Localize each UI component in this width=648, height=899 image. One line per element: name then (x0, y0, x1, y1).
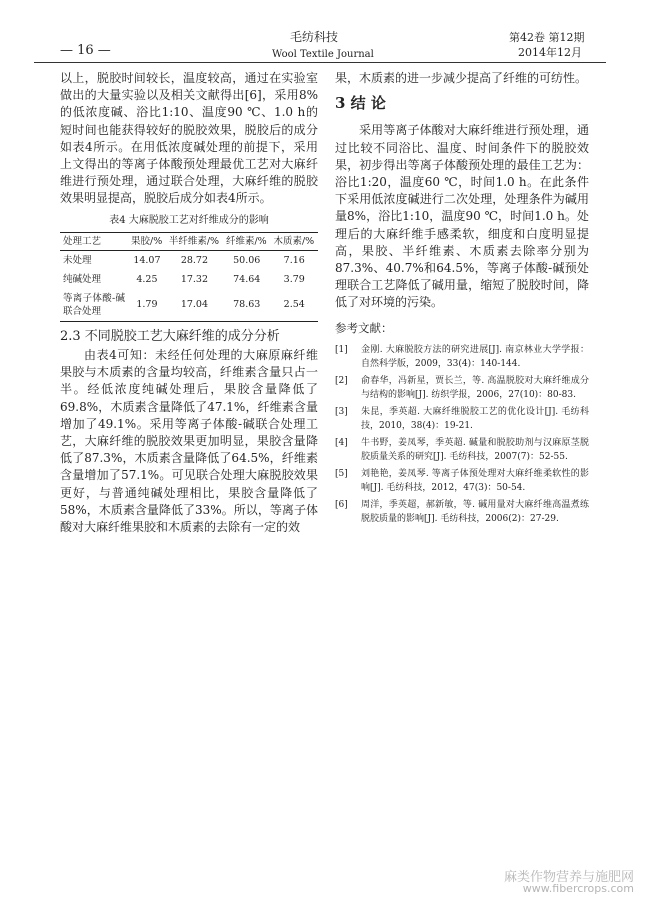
header-rule (34, 62, 606, 63)
reference-item (335, 436, 589, 465)
reference-number: [5] (335, 468, 348, 479)
table-cell: 7.16 (283, 254, 305, 266)
journal-title-cn: 毛纺科技 (290, 30, 339, 44)
section-heading: 3 结 论 (335, 94, 386, 113)
paragraph: 以上，脱胶时间较长，温度较高，通过在实验室做出的大量实验以及相关文献得出[6]，采用8%的低浓度碱、浴比1:10、温度90 ℃、1.0 h的短时间也能获得较好的脱胶效果，脱胶后的成分如表4所示。在用低浓度碱处理的前提下，采用上文得出的等离子体酸预处理最优工艺对大麻纤维进行预处理，通过联合处理，大麻纤维的脱胶效果明显提高，脱胶后成分如表4所示。 (60, 71, 318, 206)
paragraph: 果，木质素的进一步减少提高了纤维的可纺性。 (335, 71, 588, 85)
table-cell: 纯碱处理 (63, 273, 102, 285)
issue-date: 2014年12月 (518, 46, 582, 59)
table-4 (60, 232, 318, 322)
reference-text: 金刚. 大麻脱胶方法的研究进展[J]. 南京林业大学学报：自然科学版，2009，33(4)：140-144. (361, 344, 589, 370)
journal-title-en: Wool Textile Journal (272, 49, 374, 60)
reference-item (335, 405, 589, 434)
reference-text: 朱昆，季英超. 大麻纤维脱胶工艺的优化设计[J]. 毛纺科技，2010，38(4)：19-21. (361, 406, 589, 432)
watermark-cn: 麻类作物营养与施肥网 (503, 870, 634, 885)
table-cell: 50.06 (233, 254, 261, 266)
left-column (60, 70, 318, 536)
table-cell: 17.32 (180, 273, 209, 285)
paragraph: 采用等离子体酸对大麻纤维进行预处理，通过比较不同浴比、温度、时间条件下的脱胶效果，初步得出等离子体酸预处理的最佳工艺为：浴比1:20，温度60 ℃，时间1.0 h。在此条件下采用低浓度碱进行二次处理，处理条件为碱用量8%，浴比1:10，温度90 ℃，时间1.0 h。处理后的大麻纤维手感柔软，细度和白度明显提高，果胶、半纤维素、木质素去除率分别为87.3%、40.7%和64.5%，等离子体酸-碱预处理联合工艺降低了碱用量，缩短了脱胶时间，降低了对环境的污染。 (335, 123, 589, 310)
table-cell: 4.25 (136, 273, 158, 285)
reference-number: [2] (335, 375, 348, 386)
table-row (60, 270, 318, 289)
issue-volume: 第42卷 第12期 (509, 31, 585, 44)
table-cell: 74.64 (233, 273, 261, 285)
table-header: 果胶/% (128, 232, 166, 250)
reference-text: 牛书野，姜凤琴，季英超. 碱量和脱胶助剂与汉麻原茎脱胶质量关系的研究[J]. 毛纺科技，2007(7)：52-55. (361, 437, 589, 463)
reference-number: [3] (335, 406, 348, 417)
table-row (60, 289, 318, 322)
reference-item (335, 374, 589, 403)
table-cell: 2.54 (270, 289, 318, 322)
table-cell: 3.79 (283, 273, 305, 285)
table-cell: 等离子体酸-碱联合处理 (60, 289, 128, 322)
table-header: 纤维素/% (223, 232, 271, 250)
reference-text: 刘艳艳，姜凤琴. 等离子体预处理对大麻纤维柔软性的影响[J]. 毛纺科技，2012，47(3)：50-54. (361, 468, 589, 494)
table-cell: 14.07 (133, 254, 161, 266)
reference-list (335, 343, 589, 527)
reference-item (335, 343, 589, 372)
table-header: 木质素/% (270, 232, 318, 250)
table-header: 处理工艺 (60, 232, 128, 250)
reference-number: [4] (335, 437, 348, 448)
reference-number: [6] (335, 499, 348, 510)
table-cell: 17.04 (166, 289, 223, 322)
table-caption: 表4 大麻脱胶工艺对纤维成分的影响 (109, 214, 269, 226)
table-row (60, 250, 318, 270)
paragraph: 由表4可知：未经任何处理的大麻原麻纤维果胶与木质素的含量均较高，纤维素含量只占一半。经低浓度纯碱处理后，果胶含量降低了69.8%，木质素含量降低了47.1%，纤维素含量增加了49.1%。采用等离子体酸-碱联合处理工艺，大麻纤维的脱胶效果更加明显，果胶含量降低了87.3%，木质素含量降低了64.5%，纤维素含量增加了57.1%。可见联合处理大麻脱胶效果更好，与普通纯碱处理相比，果胶含量降低了58%，木质素含量降低了33%。所以，等离子体酸对大麻纤维果胶和木质素的去除有一定的效 (60, 348, 318, 535)
references-heading: 参考文献： (335, 320, 393, 335)
watermark-url: www.fibercrops.com (522, 882, 634, 895)
reference-item (335, 467, 589, 496)
page-number: — 16 — (60, 43, 111, 58)
reference-number: [1] (335, 344, 348, 355)
reference-text: 周洋，季英超，郝新敏，等. 碱用量对大麻纤维高温煮练脱胶质量的影响[J]. 毛纺科技，2006(2)：27-29. (361, 499, 589, 525)
table-cell: 78.63 (223, 289, 271, 322)
table-cell: 未处理 (63, 254, 92, 266)
reference-item (335, 498, 589, 527)
table-header: 半纤维素/% (166, 232, 223, 250)
table-cell: 28.72 (180, 254, 209, 266)
reference-text: 俞春华，冯新星，贾长兰，等. 高温脱胶对大麻纤维成分与结构的影响[J]. 纺织学报，2006，27(10)：80-83. (361, 375, 589, 401)
table-cell: 1.79 (128, 289, 166, 322)
right-column (335, 70, 589, 529)
section-heading: 2.3 不同脱胶工艺大麻纤维的成分分析 (60, 328, 280, 344)
